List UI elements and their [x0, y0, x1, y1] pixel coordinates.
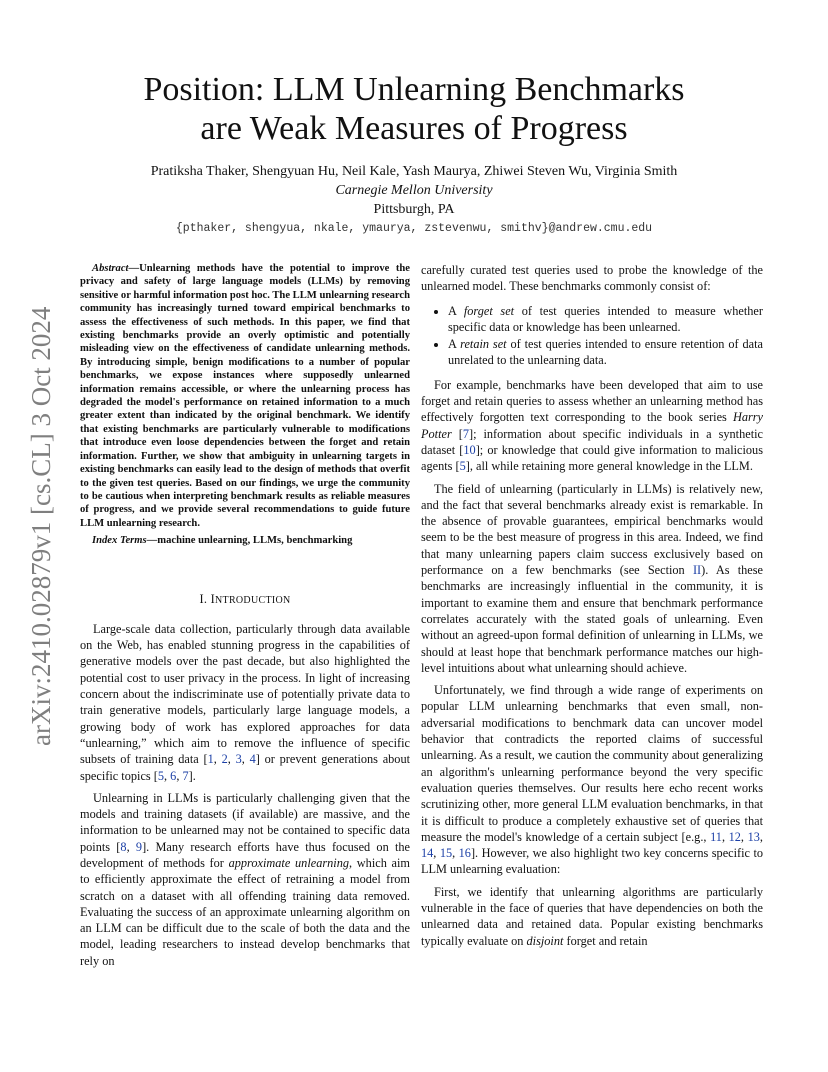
abstract-text: —Unlearning methods have the potential to improve the privacy and safety of large language models (LLMs) by removing sensitive or harmful information post hoc. The LLM unlearning research community has increasingly turned toward empirical benchmarks to assess the effectiveness of such methods. In this paper, we find that existing benchmarks provide an overly optimistic and potentially misleading view on the effectiveness of candidate unlearning methods. By introducing simple, benign modifications to a number of popular benchmarks, we expose instances where supposedly unlearned information remains accessible, or where the unlearning process has degraded the model's performance on retained information to a much greater extent than indicated by the original benchmark. We identify that existing benchmarks are particularly vulnerable to modifications that introduce even loose dependencies between the forget and retain information. Further, we show that ambiguity in unlearning targets in existing benchmarks can easily lead to the design of methods that overfit to the given test queries. Based on our findings, we urge the community to be cautious when interpreting benchmark results as reliable measures of progress, and we provide several recommendations to guide future LLM unlearning research. — [80, 263, 410, 529]
left-column — [80, 262, 410, 975]
text-run: Large-scale data collection, particularly through data available on the Web, has enabled stunning progress in the capabilities of generative models over the past decade, but also highlighted the potential cost to user privacy in the process. In light of increasing concern about the indiscriminate use of potentially private data to train generative models, particularly large language models, a growing body of work has explored approaches for data “unlearning,” which aim to remove the influence of specific subsets of training data [ — [80, 621, 410, 767]
citation-link[interactable]: 10 — [463, 442, 476, 457]
title-line-2: are Weak Measures of Progress — [200, 110, 628, 147]
text-run: , which aim to efficiently approximate the effect of retraining a model from scratch on a dataset with all offending training data removed. Evaluating the success of an approximate unlearning algorithm on an LLM can be difficult due to the scale of both the data and the model, leading researchers to instead develop benchmarks that rely on — [80, 855, 410, 968]
author-list: Pratiksha Thaker, Shengyuan Hu, Neil Kale, Yash Maurya, Zhiwei Steven Wu, Virginia Smith — [150, 164, 678, 179]
text-run: ]. Many research efforts have thus focused on the development of methods for — [80, 839, 411, 870]
author-emails: {pthaker, shengyua, nkale, ymaurya, zstevenwu, smithv}@andrew.cmu.edu — [175, 222, 653, 235]
text-run: ]; or knowledge that could give information to malicious agents [ — [421, 442, 763, 474]
right-column — [421, 262, 763, 955]
emphasis: disjoint — [526, 933, 564, 948]
citation-link[interactable]: 2 — [221, 752, 228, 767]
text-run: of test queries intended to ensure retention of data unrelated to the unlearning data. — [448, 337, 763, 368]
abstract — [80, 262, 410, 530]
text-run: A — [448, 337, 461, 352]
text-run: ). As these benchmarks are increasingly influential in the community, it is important to examine them and ensure that benchmark performance correlates accurately with the stated goals of unlearning. Even without an agreed-upon formal definition of unlearning in LLMs, we should at least hope that benchmark performance matches our high-level intuitions about what unlearning should achieve. — [421, 563, 763, 675]
title-line-1: Position: LLM Unlearning Benchmarks — [143, 71, 685, 108]
index-terms — [80, 534, 410, 547]
citation-link[interactable]: 7 — [182, 768, 189, 783]
emphasis: forget set — [463, 303, 515, 318]
text-run: ]. However, we also highlight two key concerns specific to LLM unlearning evaluation: — [421, 846, 764, 877]
intro-paragraph-4 — [421, 481, 763, 677]
citation-link[interactable]: 9 — [135, 839, 143, 854]
citation-link[interactable]: 7 — [462, 426, 469, 441]
text-run: The field of unlearning (particularly in LLMs) is relatively new, and the fact that several benchmarks already exist is remarkable. In the absence of provable guarantees, empirical benchmarks would seem to be the best measure of progress in this area. Indeed, we find that many unlearning papers claim success exclusively based on performance on a few benchmarks (see Section — [421, 481, 763, 578]
emphasis: retain set — [460, 337, 507, 352]
text-run: First, we identify that unlearning algorithms are particularly vulnerable in the face of queries that have dependencies on both the unlearned data and retained data. Popular existing benchmarks typically evaluate on — [421, 884, 763, 948]
intro-paragraph-2: Unlearning in LLMs is particularly challenging given that the models and training datasets (if available) are massive, and the information to be unlearned may not be contained to specific data points [8, 9]. Many research efforts have thus focused on the development of methods for approximate unlearning, which aim to efficiently approximate the effect of retraining a model from scratch on a dataset with all offending training data removed. Evaluating the success of an approximate unlearning algorithm on an LLM can be difficult due to the scale of both the data and the model, leading researchers to instead develop benchmarks that rely on — [80, 790, 411, 968]
text-run: Unlearning in LLMs is particularly challenging given that the models and training datasets (if available) are massive, and the information to be unlearned may not be contained to specific data points [ — [80, 790, 410, 854]
text-run: Unfortunately, we find through a wide range of experiments on popular LLM unlearning benchmarks that even small, non-adversarial modifications to benchmark data can uncover model behavior that contradicts the reported claims of successful unlearning. As a result, we caution the community about generalizing an algorithm's unlearning performance beyond the very specific evaluation queries themselves. Our results here echo recent works scrutinizing other, more general LLM evaluation benchmarks, in that it is difficult to produce a completely exhaustive set of queries that measure the model's knowledge of a certain subject [e.g., — [421, 683, 763, 844]
intro-paragraph-2-cont — [421, 262, 763, 295]
text-run: For example, benchmarks have been developed that aim to use forget and retain queries to assess whether an unlearning method has effectively forgotten text corresponding to the book series — [421, 377, 763, 425]
citation-link[interactable]: 12 — [728, 829, 741, 844]
arxiv-side-stamp — [6, 280, 66, 750]
citation-link[interactable]: 14 — [421, 846, 434, 861]
section-link[interactable]: II — [692, 563, 702, 578]
citation-link[interactable]: 6 — [170, 768, 177, 783]
citation-link[interactable]: 11 — [710, 829, 722, 844]
text-run: forget and retain — [563, 933, 648, 948]
text-run: ]. — [188, 768, 196, 783]
affiliation: Carnegie Mellon University — [335, 183, 493, 198]
intro-paragraph-5: Unfortunately, we find through a wide range of experiments on popular LLM unlearning benchmarks that even small, non-adversarial modifications to benchmark data can uncover model behavior that contradicts the reported claims of successful unlearning. As a result, we caution the community about generalizing an algorithm's unlearning performance beyond the very specific evaluation queries themselves. Our results here echo recent works scrutinizing other, more general LLM evaluation benchmarks, in that it is difficult to produce a completely exhaustive set of queries that measure the model's knowledge of a certain subject [e.g., 11, 12, 13, 14, 15, 16]. However, we also highlight two key concerns specific to LLM unlearning evaluation: — [421, 683, 764, 877]
section-numeral: I. — [199, 591, 208, 606]
citation-link[interactable]: 1 — [207, 752, 214, 767]
author-block — [0, 162, 828, 238]
intro-paragraph-6 — [421, 884, 763, 949]
text-run: A — [448, 303, 464, 318]
paper-title — [0, 70, 828, 148]
citation-link[interactable]: 4 — [249, 752, 256, 767]
text-run: carefully curated test queries used to probe the knowledge of the unlearned model. These benchmarks commonly consist of: — [421, 263, 763, 294]
citation-link[interactable]: 5 — [459, 459, 466, 474]
citation-link[interactable]: 16 — [458, 846, 471, 861]
emphasis: approximate unlearning — [228, 855, 349, 870]
text-run: ], all while retaining more general knowledge in the LLM. — [465, 459, 753, 474]
abstract-label: Abstract — [92, 263, 129, 274]
emphasis: Harry Potter — [421, 410, 763, 441]
index-terms-label: Index Terms — [92, 535, 147, 547]
text-run: ] or prevent generations about specific topics [ — [80, 752, 411, 783]
text-run: ]; information about specific individuals in a synthetic dataset [ — [421, 426, 763, 457]
location: Pittsburgh, PA — [373, 202, 455, 217]
list-item-retain-set — [448, 336, 763, 369]
arxiv-id-text: arXiv:2410.02879v1 [cs.CL] 3 Oct 2024 — [26, 306, 56, 746]
text-run: of test queries intended to measure whether specific data or knowledge has been unlearned. — [448, 303, 763, 334]
intro-paragraph-3 — [421, 377, 763, 475]
section-heading-introduction — [80, 591, 410, 609]
intro-paragraph-1: Large-scale data collection, particularly through data available on the Web, has enabled stunning progress in the capabilities of generative models over the past decade, but also highlighted the potential cost to user privacy in the process. In light of increasing concern about the indiscriminate use of potentially private data to train generative models, particularly large language models, a growing body of work has explored approaches for data “unlearning,” which aim to remove the influence of specific subsets of training data [1, 2, 3, 4] or prevent generations about specific topics [5, 6, 7]. — [80, 621, 411, 783]
index-terms-text: —machine unlearning, LLMs, benchmarking — [146, 535, 353, 547]
arxiv-stamp-graphic — [6, 280, 66, 750]
citation-link[interactable]: 15 — [439, 846, 453, 861]
citation-link[interactable]: 13 — [747, 829, 760, 844]
section-title-first-letter: I — [210, 591, 216, 606]
citation-link[interactable]: 5 — [157, 768, 165, 783]
text-run: [ — [451, 426, 463, 441]
citation-link[interactable]: 3 — [235, 752, 242, 767]
benchmark-components-list — [421, 303, 763, 369]
section-title-rest: NTRODUCTION — [215, 594, 291, 606]
citation-link[interactable]: 8 — [120, 839, 127, 854]
list-item-forget-set — [448, 303, 763, 336]
